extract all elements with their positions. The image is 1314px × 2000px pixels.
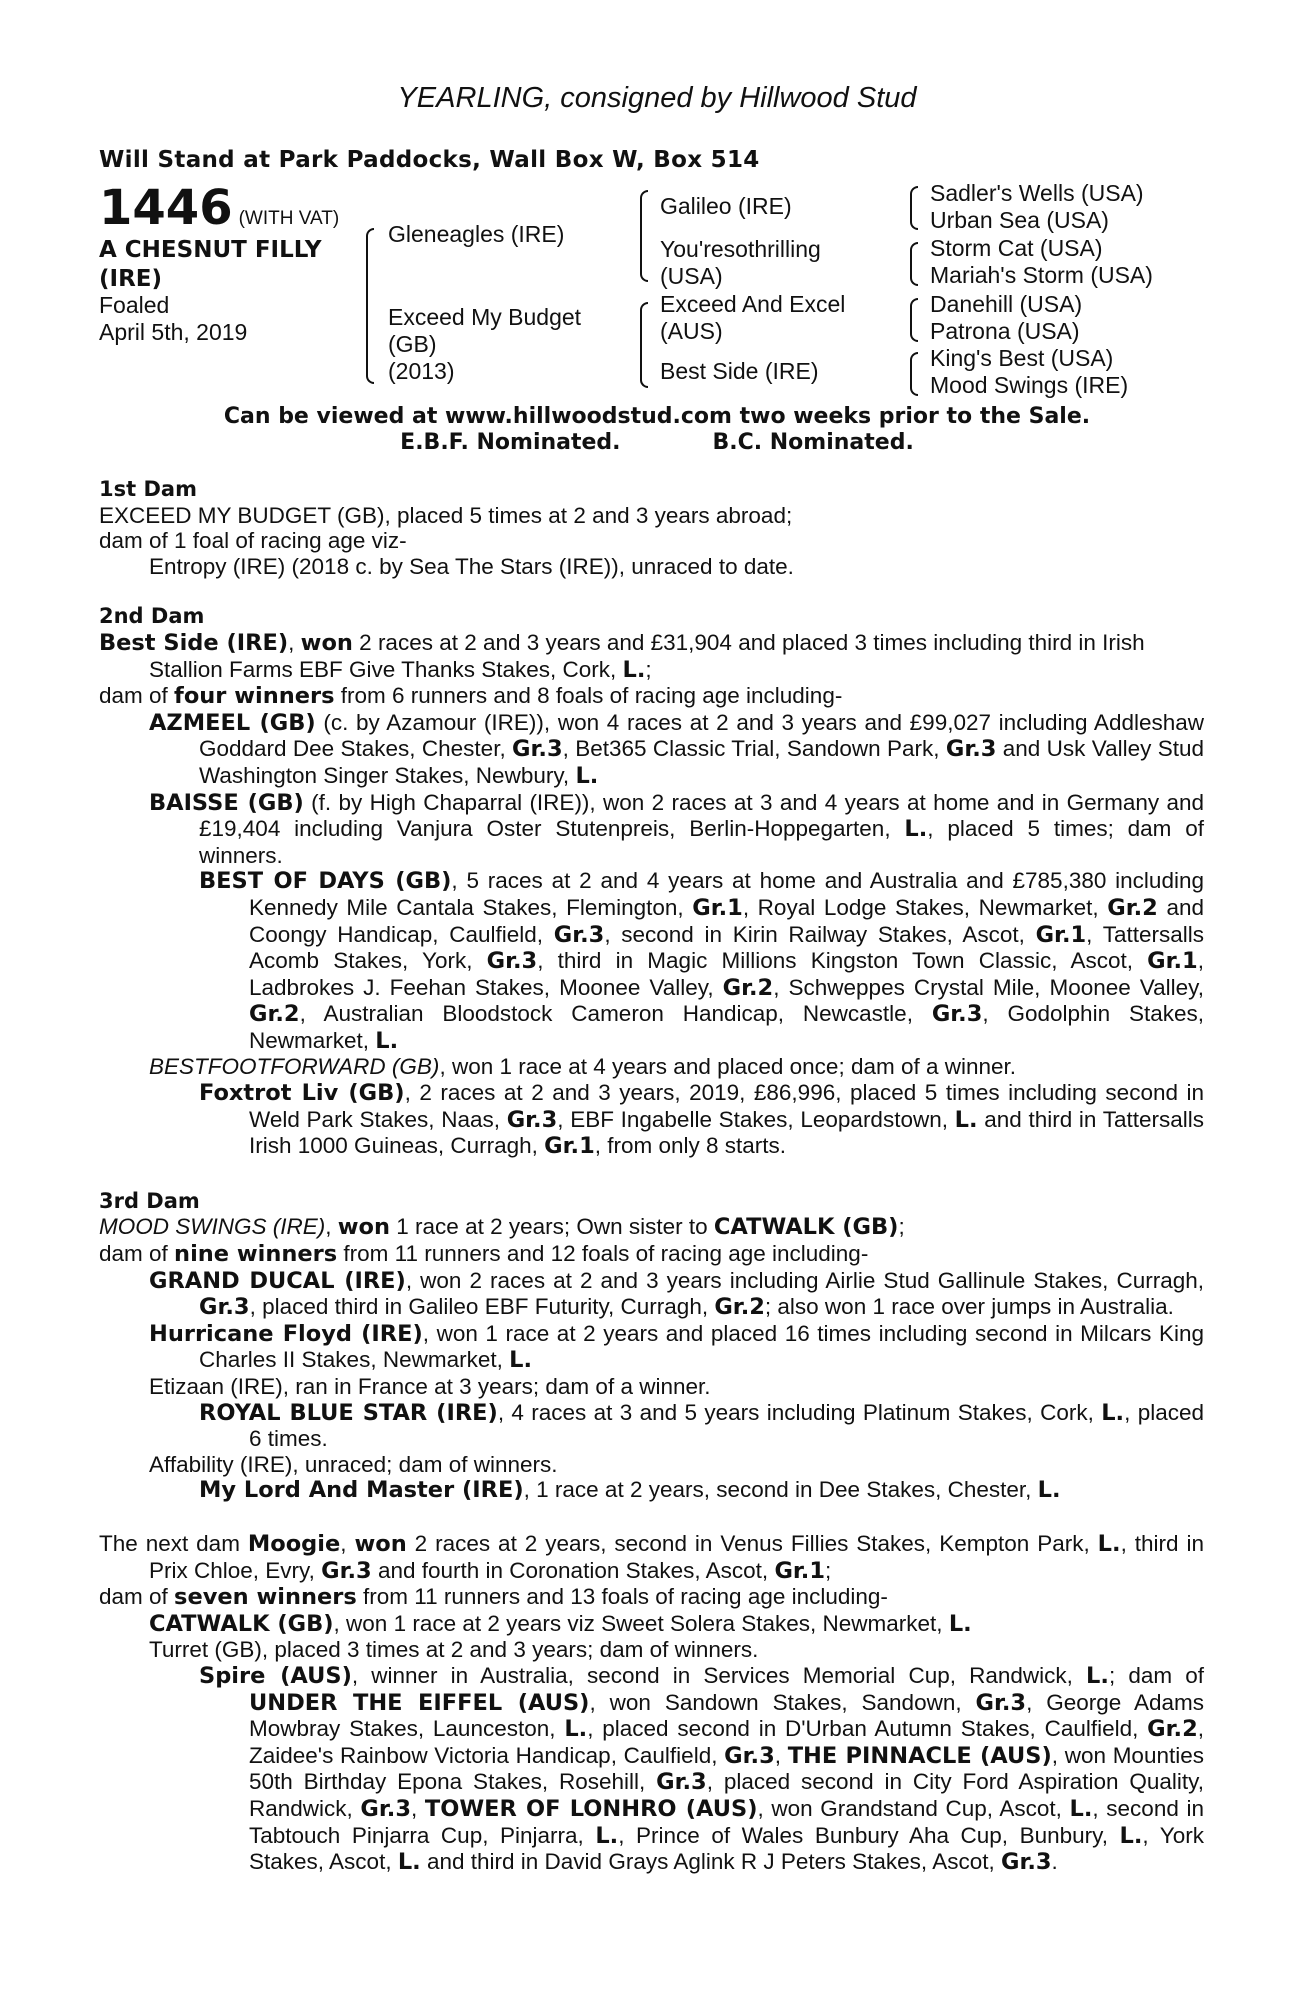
produce-hurricane-floyd: Hurricane Floyd (IRE), won 1 race at 2 years and placed 16 times including second in Milcars King Charles II Stakes, Newmarket, L.	[149, 1320, 1204, 1374]
sire: Gleneagles (IRE)	[388, 221, 565, 247]
produce-grand-ducal: GRAND DUCAL (IRE), won 2 races at 2 and 3 years including Airlie Stud Gallinule Stakes, Curragh, Gr.3, placed third in Galileo EBF Futurity, Curragh, Gr.2; also won 1 race over jumps in Australia.	[149, 1267, 1205, 1321]
next-dam-produce: dam of seven winners from 11 runners and 13 foals of racing age including-	[99, 1584, 888, 1611]
third-dam-heading: 3rd Dam	[99, 1188, 200, 1213]
g3-bracket-2	[910, 242, 918, 286]
lot-number	[99, 180, 339, 236]
produce-affability: Affability (IRE), unraced; dam of winners.	[149, 1451, 558, 1477]
third-dam-produce: dam of nine winners from 11 runners and 12 foals of racing age including-	[99, 1241, 869, 1268]
produce-foxtrot-liv: Foxtrot Liv (GB), 2 races at 2 and 3 years, 2019, £86,996, placed 5 times including second in Weld Park Stakes, Naas, Gr.3, EBF Ingabelle Stakes, Leopardstown, L. and third in Tattersalls Irish 1000 Guineas, Curragh, Gr.1, from only 8 starts.	[199, 1080, 1205, 1160]
produce-best-of-days: BEST OF DAYS (GB), 5 races at 2 and 4 years at home and Australia and £785,380 including Kennedy Mile Cantala Stakes, Flemington, Gr.1, Royal Lodge Stakes, Newmarket, Gr.2 and Coongy Handicap, Caulfield, Gr.3, second in Kirin Railway Stakes, Ascot, Gr.1, Tattersalls Acomb Stakes, York, Gr.3, third in Magic Millions Kingston Town Classic, Ascot, Gr.1, Ladbrokes J. Feehan Stakes, Moonee Valley, Gr.2, Schweppes Crystal Mile, Moonee Valley, Gr.2, Australian Bloodstock Cameron Handicap, Newcastle, Gr.3, Godolphin Stakes, Newmarket, L.	[199, 868, 1204, 1054]
next-dam-entry: The next dam Moogie, won 2 races at 2 years, second in Venus Fillies Stakes, Kempton Park, L., third in Prix Chloe, Evry, Gr.3 and fourth in Coronation Stakes, Ascot, Gr.1;	[99, 1530, 1204, 1584]
second-dam-entry: Best Side (IRE), won 2 races at 2 and 3 years and £31,904 and placed 3 times including third in Irish Stallion Farms EBF Give Thanks Stakes, Cork, L.;	[99, 629, 1145, 683]
foaled-date: Foaled April 5th, 2019	[99, 292, 248, 345]
produce-bestfootforward: BESTFOOTFORWARD (GB), won 1 race at 4 years and placed once; dam of a winner.	[149, 1054, 1017, 1080]
produce-catwalk: CATWALK (GB), won 1 race at 2 years viz Sweet Solera Stakes, Newmarket, L.	[149, 1610, 972, 1637]
second-dam-produce: dam of four winners from 6 runners and 8 foals of racing age including-	[99, 683, 843, 710]
sire-sire: Galileo (IRE)	[660, 193, 792, 219]
sire-line-bracket	[640, 190, 648, 282]
produce-my-lord-and-master: My Lord And Master (IRE), 1 race at 2 years, second in Dee Stakes, Chester, L.	[199, 1477, 1061, 1504]
g3-bracket-1	[910, 186, 918, 230]
sire-bracket	[366, 228, 374, 384]
pedigree-notes: 1st Dam EXCEED MY BUDGET (GB), placed 5 times at 2 and 3 years abroad; dam of 1 foal of racing age viz- Entropy (IRE) (2018 c. by Sea The Stars (IRE)), unraced to date. 2nd Dam Best Side (IRE), won 2 races at 2 and 3 years and £31,904 and placed 3 times including third in Irish Stallion Farms EBF Give Thanks Stakes, Cork, L.; dam of four winners from 6 runners and 8 foals of racing age including- AZMEEL (GB) (c. by Azamour (IRE)), won 4 races at 2 and 3 years and £99,027 including Addleshaw Goddard Dee Stakes, Chester, Gr.3, Bet365 Classic Trial, Sandown Park, Gr.3 and Usk Valley Stud Washington Singer Stakes, Newbury, L. BAISSE (GB) (f. by High Chaparral (IRE)), won 2 races at 3 and 4 years at home and in Germany and £19,404 including Vanjura Oster Stutenpreis, Berlin-Hoppegarten, L., placed 5 times; dam of winners. BEST OF DAYS (GB), 5 races at 2 and 4 years at home and Australia and £785,380 including Kennedy Mile Cantala Stakes, Flemington, Gr.1, Royal Lodge Stakes, Newmarket, Gr.2 and Coongy Handicap, Caulfield, Gr.3, second in Kirin Railway Stakes, Ascot, Gr.1, Tattersalls Acomb Stakes, York, Gr.3, third in Magic Millions Kingston Town Classic, Ascot, Gr.1, Ladbrokes J. Feehan Stakes, Moonee Valley, Gr.2, Schweppes Crystal Mile, Moonee Valley, Gr.2, Australian Bloodstock Cameron Handicap, Newcastle, Gr.3, Godolphin Stakes, Newmarket, L. BESTFOOTFORWARD (GB), won 1 race at 4 years and placed once; dam of a winner. Foxtrot Liv (GB), 2 races at 2 and 3 years, 2019, £86,996, placed 5 times including second in Weld Park Stakes, Naas, Gr.3, EBF Ingabelle Stakes, Leopardstown, L. and third in Tattersalls Irish 1000 Guineas, Curragh, Gr.1, from only 8 starts. 3rd Dam MOOD SWINGS (IRE), won 1 race at 2 years; Own sister to CATWALK (GB); dam of nine winners from 11 runners and 12 foals of racing age including- GRAND DUCAL (IRE), won 2 races at 2 and 3 years including Airlie Stud Gallinule Stakes, Curragh, Gr.3, placed third in Galileo EBF Futurity, Curragh, Gr.2; also won 1 race over jumps in Australia. Hurricane Floyd (IRE), won 1 race at 2 years and placed 16 times including second in Milcars King Charles II Stakes, Newmarket, L. Etizaan (IRE), ran in France at 3 years; dam of a winner. ROYAL BLUE STAR (IRE), 4 races at 3 and 5 years including Platinum Stakes, Cork, L., placed 6 times. Affability (IRE), unraced; dam of winners. My Lord And Master (IRE), 1 race at 2 years, second in Dee Stakes, Chester, L. The next dam Moogie, won 2 races at 2 years, second in Venus Fillies Stakes, Kempton Park, L., third in Prix Chloe, Evry, Gr.3 and fourth in Coronation Stakes, Ascot, Gr.1; dam of seven winners from 11 runners and 13 foals of racing age including- CATWALK (GB), won 1 race at 2 years viz Sweet Solera Stakes, Newmarket, L. Turret (GB), placed 3 times at 2 and 3 years; dam of winners. Spire (AUS), winner in Australia, second in Services Memorial Cup, Randwick, L.; dam of UNDER THE EIFFEL (AUS), won Sandown Stakes, Sandown, Gr.3, George Adams Mowbray Stakes, Launceston, L., placed second in D'Urban Autumn Stakes, Caulfield, Gr.2, Zaidee's Rainbow Victoria Handicap, Caulfield, Gr.3, THE PINNACLE (AUS), won Mounties 50th Birthday Epona Stakes, Rosehill, Gr.3, placed second in City Ford Aspiration Quality, Randwick, Gr.3, TOWER OF LONHRO (AUS), won Grandstand Cup, Ascot, L., second in Tabtouch Pinjarra Cup, Pinjarra, L., Prince of Wales Bunbury Aha Cup, Bunbury, L., York Stakes, Ascot, L. and third in David Grays Aglink R J Peters Stakes, Ascot, Gr.3.	[99, 477, 1205, 1876]
stand-location: Will Stand at Park Paddocks, Wall Box W, Box 514	[99, 147, 760, 173]
third-dam-entry: MOOD SWINGS (IRE), won 1 race at 2 years; Own sister to CATWALK (GB);	[99, 1214, 905, 1241]
lot-number-value: 1446	[99, 180, 233, 236]
dam: Exceed My Budget (GB) (2013)	[388, 304, 582, 384]
produce-etizaan: Etizaan (IRE), ran in France at 3 years; dam of a winner.	[149, 1374, 711, 1399]
produce-azmeel: AZMEEL (GB) (c. by Azamour (IRE)), won 4 races at 2 and 3 years and £99,027 including Addleshaw Goddard Dee Stakes, Chester, Gr.3, Bet365 Classic Trial, Sandown Park, Gr.3 and Usk Valley Stud Washington Singer Stakes, Newbury, L.	[149, 709, 1205, 789]
dam-line-bracket	[640, 302, 648, 388]
sire-dam: You'resothrilling (USA)	[660, 236, 821, 289]
viewing-note: Can be viewed at www.hillwoodstud.com two weeks prior to the Sale.	[223, 404, 1091, 429]
horse-description: A CHESNUT FILLY (IRE)	[99, 237, 322, 292]
nominations: E.B.F. Nominated. B.C. Nominated.	[400, 430, 914, 455]
vat-label: (WITH VAT)	[238, 208, 340, 229]
catalogue-page: YEARLING, consigned by Hillwood Stud Will Stand at Park Paddocks, Wall Box W, Box 514 1446 (WITH VAT) A CHESNUT FILLY (IRE) Foaled April 5th, 2019 Gleneagles (IRE) Exceed My Budget (GB) (2013) Galileo (IRE) You'resothrilling (USA) Exceed And Excel (AUS) Best Side (IRE) Sadler's Wells (USA) Urban Sea (USA) Storm Cat (USA) Mariah's Storm (USA) Danehill (USA) Patrona (USA) King's Best (USA) Mood Swings (IRE) Can be viewed at www.hillwoodstud.com two weeks prior to the Sale. E.B.F. Nominated. B.C. Nominated. 1st Dam EXCEED MY BUDGET (GB), placed 5 times at 2 and 3 years abroad; dam of 1 foal of racing age viz- Entropy (IRE) (2018 c. by Sea The Stars (IRE)), unraced to date. 2nd Dam Best Side (IRE), won 2 races at 2 and 3 years and £31,904 and placed 3 times including third in Irish Stallion Farms EBF Give Thanks Stakes, Cork, L.; dam of four winners from 6 runners and 8 foals of racing age including- AZMEEL (GB) (c. by Azamour (IRE)), won 4 races at 2 and 3 years and £99,027 including Addleshaw Goddard Dee Stakes, Chester, Gr.3, Bet365 Classic Trial, Sandown Park, Gr.3 and Usk Valley Stud Washington Singer Stakes, Newbury, L. BAISSE (GB) (f. by High Chaparral (IRE)), won 2 races at 3 and 4 years at home and in Germany and £19,404 including Vanjura Oster Stutenpreis, Berlin-Hoppegarten, L., placed 5 times; dam of winners. BEST OF DAYS (GB), 5 races at 2 and 4 years at home and Australia and £785,380 including Kennedy Mile Cantala Stakes, Flemington, Gr.1, Royal Lodge Stakes, Newmarket, Gr.2 and Coongy Handicap, Caulfield, Gr.3, second in Kirin Railway Stakes, Ascot, Gr.1, Tattersalls Acomb Stakes, York, Gr.3, third in Magic Millions Kingston Town Classic, Ascot, Gr.1, Ladbrokes J. Feehan Stakes, Moonee Valley, Gr.2, Schweppes Crystal Mile, Moonee Valley, Gr.2, Australian Bloodstock Cameron Handicap, Newcastle, Gr.3, Godolphin Stakes, Newmarket, L. BESTFOOTFORWARD (GB), won 1 race at 4 years and placed once; dam of a winner. Foxtrot Liv (GB), 2 races at 2 and 3 years, 2019, £86,996, placed 5 times including second in Weld Park Stakes, Naas, Gr.3, EBF Ingabelle Stakes, Leopardstown, L. and third in Tattersalls Irish 1000 Guineas, Curragh, Gr.1, from only 8 starts. 3rd Dam MOOD SWINGS (IRE), won 1 race at 2 years; Own sister to CATWALK (GB); dam of nine winners from 11 runners and 12 foals of racing age including- GRAND DUCAL (IRE), won 2 races at 2 and 3 years including Airlie Stud Gallinule Stakes, Curragh, Gr.3, placed third in Galileo EBF Futurity, Curragh, Gr.2; also won 1 race over jumps in Australia. Hurricane Floyd (IRE), won 1 race at 2 years and placed 16 times including second in Milcars King Charles II Stakes, Newmarket, L. Etizaan (IRE), ran in France at 3 years; dam of a winner. ROYAL BLUE STAR (IRE), 4 races at 3 and 5 years including Platinum Stakes, Cork, L., placed 6 times. Affability (IRE), unraced; dam of winners. My Lord And Master (IRE), 1 race at 2 years, second in Dee Stakes, Chester, L. The next dam Moogie, won 2 races at 2 years, second in Venus Fillies Stakes, Kempton Park, L., third in Prix Chloe, Evry, Gr.3 and fourth in Coronation Stakes, Ascot, Gr.1; dam of seven winners from 11 runners and 13 foals of racing age including- CATWALK (GB), won 1 race at 2 years viz Sweet Solera Stakes, Newmarket, L. Turret (GB), placed 3 times at 2 and 3 years; dam of winners. Spire (AUS), winner in Australia, second in Services Memorial Cup, Randwick, L.; dam of UNDER THE EIFFEL (AUS), won Sandown Stakes, Sandown, Gr.3, George Adams Mowbray Stakes, Launceston, L., placed second in D'Urban Autumn Stakes, Caulfield, Gr.2, Zaidee's Rainbow Victoria Handicap, Caulfield, Gr.3, THE PINNACLE (AUS), won Mounties 50th Birthday Epona Stakes, Rosehill, Gr.3, placed second in City Ford Aspiration Quality, Randwick, Gr.3, TOWER OF LONHRO (AUS), won Grandstand Cup, Ascot, L., second in Tabtouch Pinjarra Cup, Pinjarra, L., Prince of Wales Bunbury Aha Cup, Bunbury, L., York Stakes, Ascot, L. and third in David Grays Aglink R J Peters Stakes, Ascot, Gr.3.	[0, 0, 1314, 2000]
first-dam-heading: 1st Dam	[99, 477, 197, 501]
produce-turret: Turret (GB), placed 3 times at 2 and 3 years; dam of winners.	[149, 1637, 759, 1663]
dam-dam: Best Side (IRE)	[660, 358, 819, 384]
g3-bracket-4	[910, 352, 918, 396]
g3-bracket-3	[910, 298, 918, 342]
page-header: YEARLING, consigned by Hillwood Stud	[397, 82, 917, 114]
dam-sire: Exceed And Excel (AUS)	[660, 291, 846, 344]
produce-baisse: BAISSE (GB) (f. by High Chaparral (IRE)), won 2 races at 3 and 4 years at home and in Germany and £19,404 including Vanjura Oster Stutenpreis, Berlin-Hoppegarten, L., placed 5 times; dam of winners.	[149, 789, 1205, 868]
produce-spire: Spire (AUS), winner in Australia, second in Services Memorial Cup, Randwick, L.; dam of UNDER THE EIFFEL (AUS), won Sandown Stakes, Sandown, Gr.3, George Adams Mowbray Stakes, Launceston, L., placed second in D'Urban Autumn Stakes, Caulfield, Gr.2, Zaidee's Rainbow Victoria Handicap, Caulfield, Gr.3, THE PINNACLE (AUS), won Mounties 50th Birthday Epona Stakes, Rosehill, Gr.3, placed second in City Ford Aspiration Quality, Randwick, Gr.3, TOWER OF LONHRO (AUS), won Grandstand Cup, Ascot, L., second in Tabtouch Pinjarra Cup, Pinjarra, L., Prince of Wales Bunbury Aha Cup, Bunbury, L., York Stakes, Ascot, L. and third in David Grays Aglink R J Peters Stakes, Ascot, Gr.3.	[199, 1662, 1205, 1876]
produce-royal-blue-star: ROYAL BLUE STAR (IRE), 4 races at 3 and 5 years including Platinum Stakes, Cork, L., placed 6 times.	[199, 1399, 1205, 1452]
second-dam-heading: 2nd Dam	[99, 604, 205, 629]
